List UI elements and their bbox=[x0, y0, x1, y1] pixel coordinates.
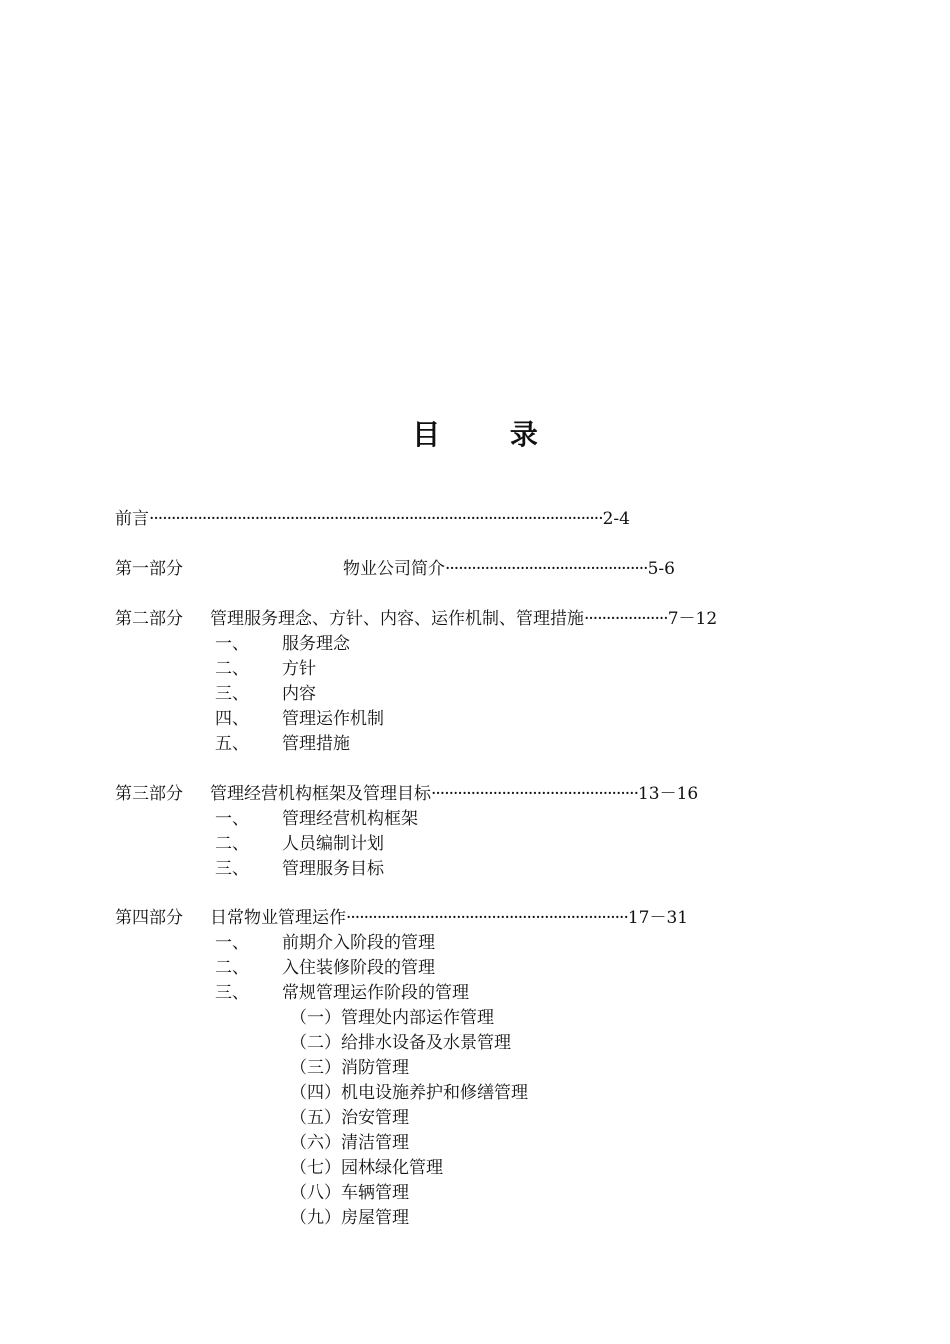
toc-subitem[interactable]: （五）治安管理 bbox=[290, 1108, 409, 1128]
toc-item-label[interactable]: 管理运作机制 bbox=[282, 709, 384, 729]
toc-item-label[interactable]: 管理经营机构框架 bbox=[282, 809, 418, 829]
toc-leader-dots: ··················· bbox=[584, 609, 668, 629]
toc-item-label[interactable]: 方针 bbox=[282, 659, 316, 679]
toc-subitem[interactable]: （一）管理处内部运作管理 bbox=[290, 1008, 494, 1028]
toc-item-number: 一、 bbox=[215, 634, 249, 654]
toc-subitem[interactable]: （七）园林绿化管理 bbox=[290, 1158, 443, 1178]
toc-leader-dots: ································································ bbox=[346, 908, 628, 928]
toc-item-number: 三、 bbox=[215, 859, 249, 879]
toc-item-number: 三、 bbox=[215, 684, 249, 704]
toc-label: 前言 bbox=[115, 509, 149, 529]
toc-item-label[interactable]: 管理服务目标 bbox=[282, 859, 384, 879]
toc-leader-dots: ·············································· bbox=[445, 559, 648, 579]
toc-subitem[interactable]: （八）车辆管理 bbox=[290, 1183, 409, 1203]
toc-entry-part4[interactable] bbox=[210, 906, 688, 931]
toc-page-range: 13－16 bbox=[637, 784, 699, 804]
toc-leader-dots: ······································································································· bbox=[149, 509, 603, 529]
toc-part-label: 第二部分 bbox=[115, 609, 183, 629]
toc-part-label: 第一部分 bbox=[115, 559, 183, 579]
toc-page-range: 17－31 bbox=[627, 908, 689, 928]
toc-leader-dots: ··············································· bbox=[431, 784, 638, 804]
toc-item-label[interactable]: 内容 bbox=[282, 684, 316, 704]
toc-item-label[interactable]: 服务理念 bbox=[282, 634, 350, 654]
toc-subitem[interactable]: （四）机电设施养护和修缮管理 bbox=[290, 1083, 528, 1103]
toc-item-number: 一、 bbox=[215, 933, 249, 953]
toc-label: 物业公司简介 bbox=[343, 559, 445, 579]
toc-entry-part2[interactable] bbox=[210, 607, 717, 632]
toc-item-label[interactable]: 前期介入阶段的管理 bbox=[282, 933, 435, 953]
toc-item-label[interactable]: 人员编制计划 bbox=[282, 834, 384, 854]
toc-item-number: 四、 bbox=[215, 709, 249, 729]
toc-page-range: 2-4 bbox=[602, 509, 630, 529]
toc-entry-part1[interactable] bbox=[343, 557, 675, 582]
toc-item-number: 二、 bbox=[215, 958, 249, 978]
toc-subitem[interactable]: （六）清洁管理 bbox=[290, 1133, 409, 1153]
toc-label: 管理服务理念、方针、内容、运作机制、管理措施 bbox=[210, 609, 584, 629]
toc-item-label[interactable]: 入住装修阶段的管理 bbox=[282, 958, 435, 978]
toc-item-number: 二、 bbox=[215, 834, 249, 854]
toc-label: 管理经营机构框架及管理目标 bbox=[210, 784, 431, 804]
toc-part-label: 第三部分 bbox=[115, 784, 183, 804]
toc-item-number: 五、 bbox=[215, 734, 249, 754]
toc-entry-part3[interactable] bbox=[210, 782, 698, 807]
toc-subitem[interactable]: （三）消防管理 bbox=[290, 1058, 409, 1078]
toc-part-label: 第四部分 bbox=[115, 908, 183, 928]
page-title: 目 录 bbox=[412, 418, 568, 451]
toc-subitem[interactable]: （九）房屋管理 bbox=[290, 1208, 409, 1228]
toc-item-number: 一、 bbox=[215, 809, 249, 829]
toc-item-number: 三、 bbox=[215, 983, 249, 1003]
toc-item-label[interactable]: 常规管理运作阶段的管理 bbox=[282, 983, 469, 1003]
toc-label: 日常物业管理运作 bbox=[210, 908, 346, 928]
toc-page-range: 7－12 bbox=[667, 609, 718, 629]
toc-page-range: 5-6 bbox=[647, 559, 675, 579]
toc-item-label[interactable]: 管理措施 bbox=[282, 734, 350, 754]
toc-entry-preface[interactable] bbox=[115, 507, 630, 532]
toc-item-number: 二、 bbox=[215, 659, 249, 679]
toc-subitem[interactable]: （二）给排水设备及水景管理 bbox=[290, 1033, 511, 1053]
